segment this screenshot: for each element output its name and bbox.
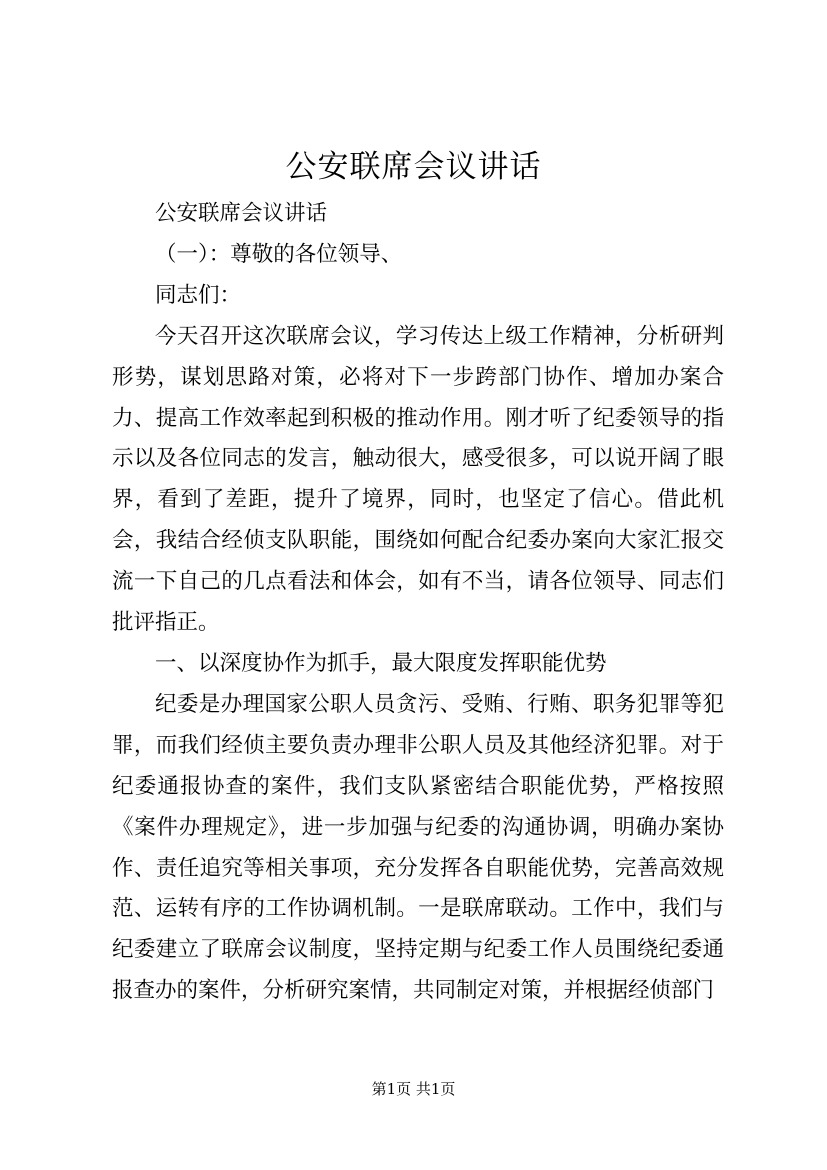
paragraph-section-marker: （一）：尊敬的各位领导、 (155, 241, 403, 267)
paragraph-opening: 今天召开这次联席会议，学习传达上级工作精神，分析研判形势，谋划思路对策，必将对下一步跨部门协作、增加办案合力、提高工作效率起到积极的推动作用。刚才听了纪委领导的指示以及各位同志的发言，触动很大，感受很多，可以说开阔了眼界，看到了差距，提升了境界，同时，也坚定了信心。借此机会，我结合经侦支队职能，围绕如何配合纪委办案向大家汇报交流一下自己的几点看法和体会，如有不当，请各位领导、同志们批评指正。 (112, 323, 724, 636)
document-body (112, 194, 724, 1012)
paragraph-salutation: 同志们： (155, 282, 242, 308)
page-footer: 第1页 共1页 (371, 1080, 456, 1098)
paragraph-subtitle: 公安联席会议讲话 (155, 201, 328, 226)
paragraph-cooperation: 纪委是办理国家公职人员贪污、受贿、行贿、职务犯罪等犯罪，而我们经侦主要负责办理非公职人员及其他经济犯罪。对于纪委通报协查的案件，我们支队紧密结合职能优势，严格按照《案件办理规定》，进一步加强与纪委的沟通协调，明确办案协作、责任追究等相关事项，充分发挥各自职能优势，完善高效规范、运转有序的工作协调机制。一是联席联动。工作中，我们与纪委建立了联席会议制度，坚持定期与纪委工作人员围绕纪委通报查办的案件，分析研究案情，共同制定对策，并根据经侦部门 (112, 691, 724, 1004)
paragraph-heading-one: 一、以深度协作为抓手，最大限度发挥职能优势 (155, 650, 607, 676)
document-title: 公安联席会议讲话 (285, 149, 542, 185)
